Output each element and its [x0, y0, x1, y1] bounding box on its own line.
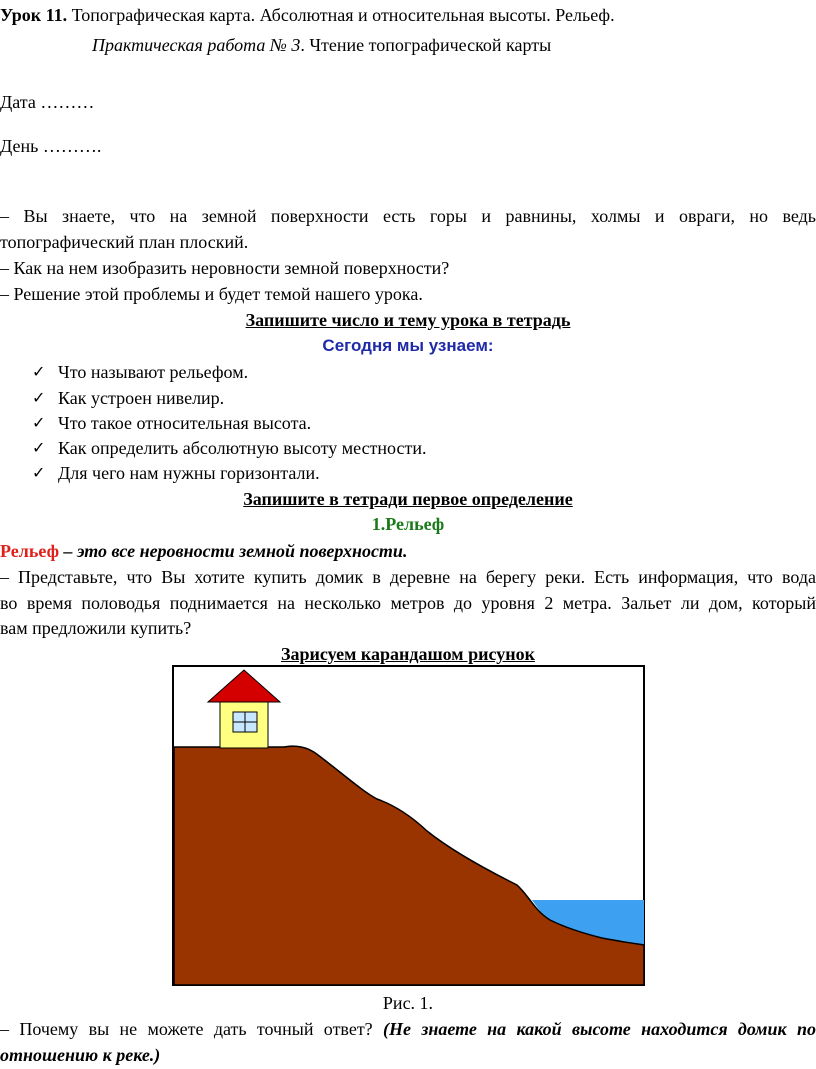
checkmark-icon: ✓ — [32, 388, 46, 407]
draw-heading: Зарисуем карандашом рисунок — [281, 644, 535, 664]
question-text: – Почему вы не можете дать точный ответ? — [0, 1019, 383, 1039]
question-answer-part2: отношению к реке.) — [0, 1045, 161, 1065]
checkmark-icon: ✓ — [32, 438, 46, 457]
practical-title: Чтение топографической карты — [304, 35, 552, 55]
practical-heading — [92, 32, 816, 58]
relief-figure — [172, 665, 646, 987]
definition-line — [0, 538, 816, 564]
intro-paragraph-line2: топографический план плоский. — [0, 232, 249, 252]
figure-caption: Рис. 1. — [382, 993, 434, 1013]
list-item-text: Как определить абсолютную высоту местности. — [58, 438, 427, 458]
write-definition-heading: Запишите в тетради первое определение — [243, 489, 573, 509]
today-heading: Сегодня мы узнаем: — [322, 336, 494, 355]
checkmark-icon: ✓ — [32, 413, 46, 432]
write-topic-heading: Запишите число и тему урока в тетрадь — [245, 310, 571, 330]
task-line2: во время половодья поднимается на несколько метров до уровня 2 метра. Зальет ли дом, который — [0, 593, 816, 613]
intro-statement: – Решение этой проблемы и будет темой нашего урока. — [0, 284, 423, 304]
lesson-title: Топографическая карта. Абсолютная и относительная высоты. Рельеф. — [67, 5, 615, 25]
question-answer-part1: (Не знаете на какой высоте находится домик по — [383, 1019, 816, 1039]
practical-sep: . — [300, 35, 305, 55]
list-item-text: Что называют рельефом. — [58, 362, 249, 382]
checkmark-icon: ✓ — [32, 463, 46, 482]
list-item-text: Как устроен нивелир. — [58, 388, 225, 408]
list-item-text: Для чего нам нужны горизонтали. — [58, 463, 320, 483]
definition-term: Рельеф — [0, 541, 60, 561]
day-line: День ………. — [0, 136, 102, 156]
date-line: Дата ……… — [0, 92, 95, 112]
task-line1: – Представьте, что Вы хотите купить домик в деревне на берегу реки. Есть информация, что вода — [0, 567, 816, 587]
intro-question: – Как на нем изобразить неровности земной поверхности? — [0, 258, 450, 278]
intro-paragraph-line1: – Вы знаете, что на земной поверхности есть горы и равнины, холмы и овраги, но ведь — [0, 206, 816, 226]
task-line3: вам предложили купить? — [0, 618, 192, 638]
checkmark-icon: ✓ — [32, 362, 46, 381]
lesson-label: Урок 11. — [0, 5, 68, 25]
practical-label: Практическая работа № 3 — [92, 35, 301, 55]
list-item-text: Что такое относительная высота. — [58, 413, 312, 433]
question-line1 — [0, 1016, 816, 1042]
definition-text: – это все неровности земной поверхности. — [59, 541, 408, 561]
section-title: 1.Рельеф — [371, 514, 445, 534]
lesson-heading — [0, 2, 816, 28]
